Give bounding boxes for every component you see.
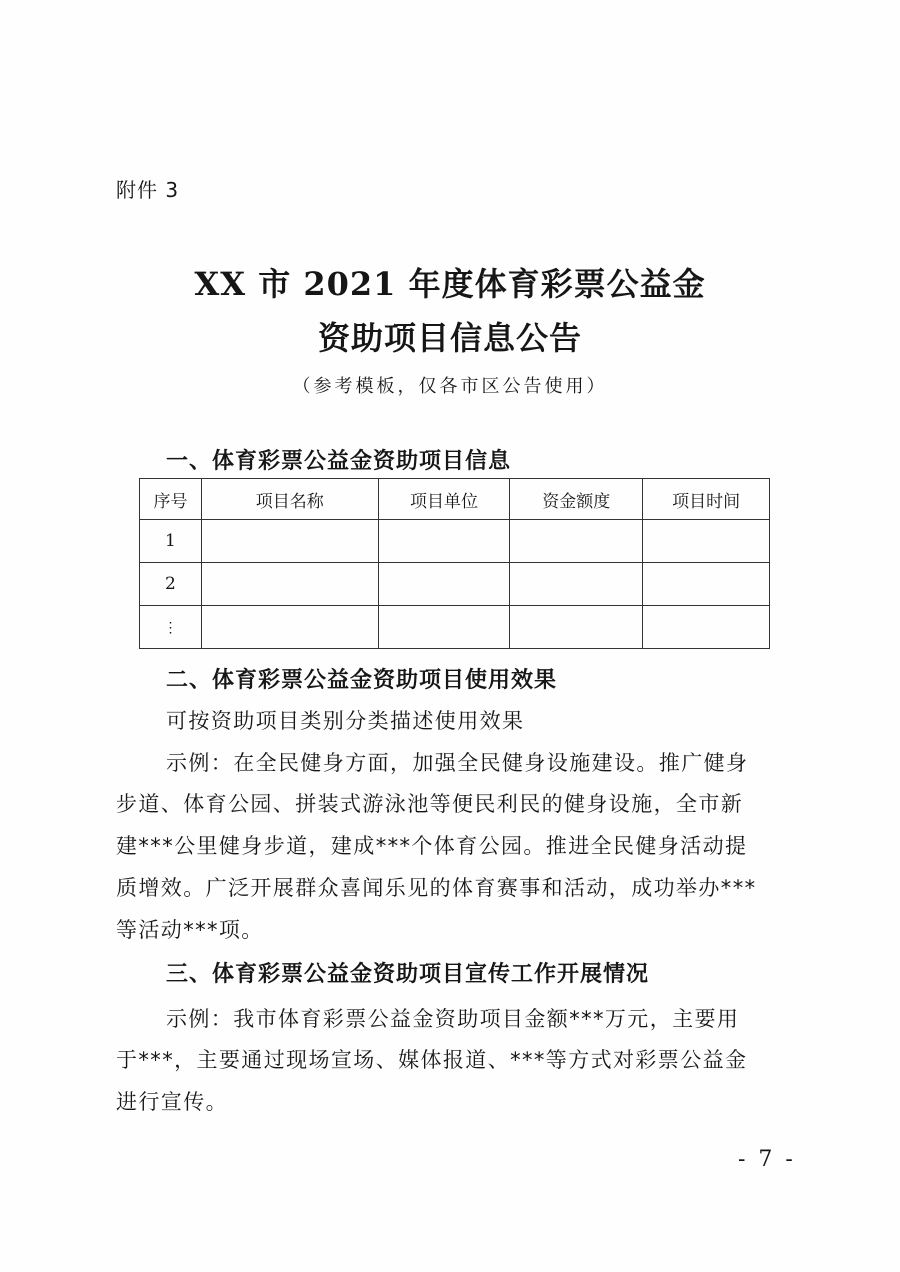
page-number: - 7 - bbox=[738, 1147, 796, 1172]
table-row bbox=[140, 520, 770, 563]
table-cell bbox=[378, 563, 510, 606]
section-2-example-line: 示例：在全民健身方面，加强全民健身设施建设。推广健身 bbox=[166, 751, 749, 775]
row-index-cell: 2 bbox=[140, 563, 202, 606]
table-cell bbox=[510, 520, 643, 563]
table-header-row bbox=[140, 479, 770, 520]
section-2-example-line: 步道、体育公园、拼装式游泳池等便民利民的健身设施，全市新 bbox=[116, 792, 744, 816]
document-title-line-1: XX 市 2021 年度体育彩票公益金 bbox=[194, 265, 706, 303]
section-2-intro: 可按资助项目类别分类描述使用效果 bbox=[166, 709, 525, 733]
table-cell bbox=[643, 563, 770, 606]
row-index-cell bbox=[140, 606, 202, 649]
row-index-cell: 1 bbox=[140, 520, 202, 563]
table-cell bbox=[201, 606, 378, 649]
header-cell-project-name: 项目名称 bbox=[201, 479, 378, 520]
section-3-example-line: 进行宣传。 bbox=[116, 1090, 228, 1114]
project-info-table bbox=[139, 478, 770, 649]
section-1-heading: 一、体育彩票公益金资助项目信息 bbox=[166, 449, 512, 474]
table-cell bbox=[643, 606, 770, 649]
section-2-heading: 二、体育彩票公益金资助项目使用效果 bbox=[166, 668, 558, 693]
table-cell bbox=[378, 520, 510, 563]
section-2-example-line: 质增效。广泛开展群众喜闻乐见的体育赛事和活动，成功举办*** bbox=[116, 876, 757, 900]
header-cell-index: 序号 bbox=[140, 479, 202, 520]
table-cell bbox=[201, 520, 378, 563]
table-row bbox=[140, 606, 770, 649]
section-2-example-line: 等活动***项。 bbox=[116, 918, 264, 942]
section-3-heading: 三、体育彩票公益金资助项目宣传工作开展情况 bbox=[166, 962, 650, 987]
header-cell-fund-amount: 资金额度 bbox=[510, 479, 643, 520]
header-cell-project-time: 项目时间 bbox=[643, 479, 770, 520]
table-cell bbox=[510, 606, 643, 649]
section-2-example-line: 建***公里健身步道，建成***个体育公园。推进全民健身活动提 bbox=[116, 834, 748, 858]
section-3-example-line: 示例：我市体育彩票公益金资助项目金额***万元，主要用 bbox=[166, 1007, 740, 1031]
document-subtitle: （参考模板，仅各市区公告使用） bbox=[292, 376, 608, 397]
header-cell-project-unit: 项目单位 bbox=[378, 479, 510, 520]
table-cell bbox=[201, 563, 378, 606]
attachment-label: 附件 3 bbox=[116, 178, 180, 202]
table-cell bbox=[643, 520, 770, 563]
table-cell bbox=[510, 563, 643, 606]
section-3-example-line: 于***，主要通过现场宣场、媒体报道、***等方式对彩票公益金 bbox=[116, 1048, 748, 1072]
ellipsis-marker: ⋮ bbox=[163, 620, 178, 636]
table-cell bbox=[378, 606, 510, 649]
table-row bbox=[140, 563, 770, 606]
document-title-line-2: 资助项目信息公告 bbox=[317, 319, 582, 357]
